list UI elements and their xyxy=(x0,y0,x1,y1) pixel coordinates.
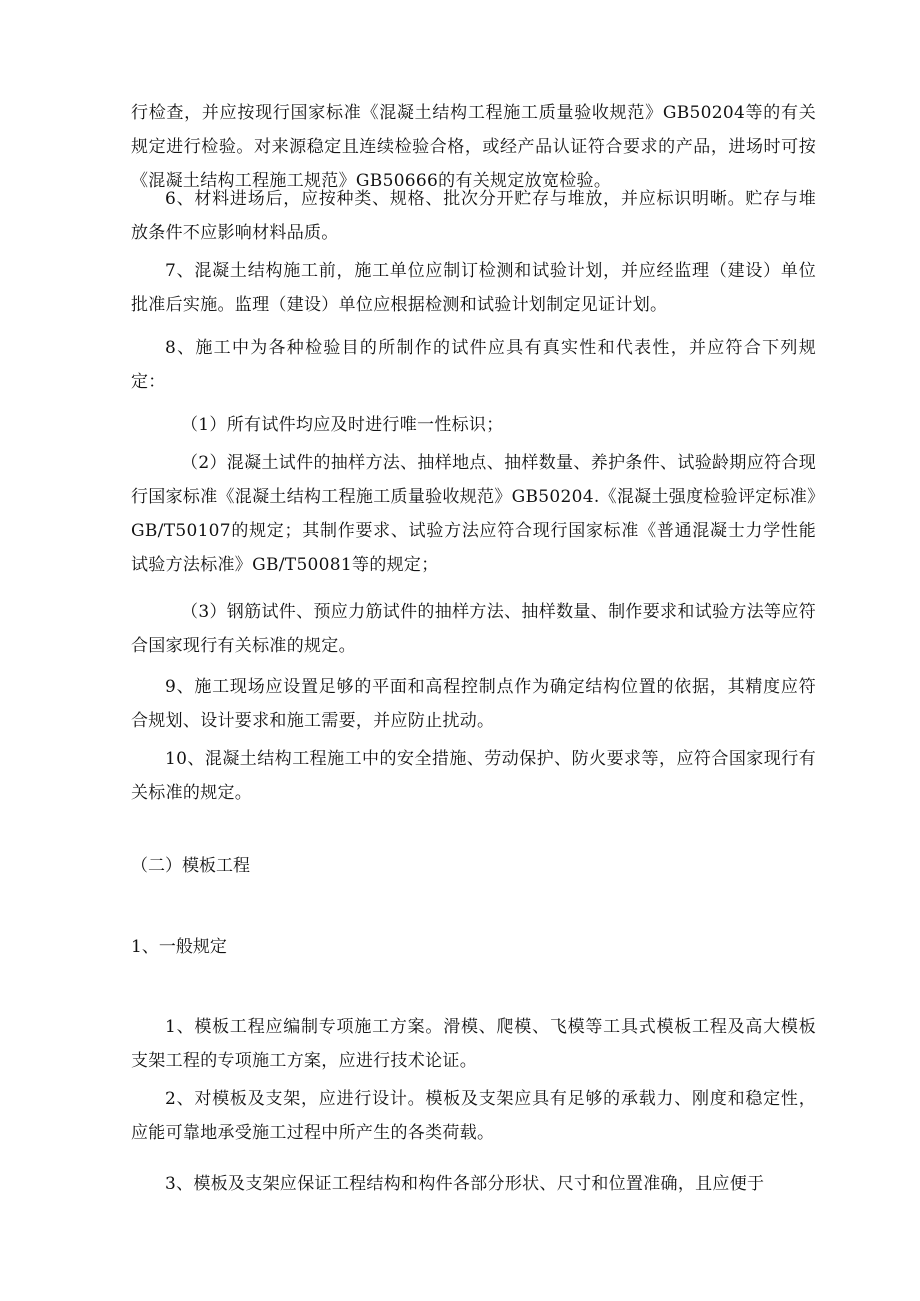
paragraph-item-7: 7、混凝土结构施工前，施工单位应制订检测和试验计划，并应经监理（建设）单位批准后实施。监理（建设）单位应根据检测和试验计划制定见证计划。 xyxy=(131,261,816,315)
paragraph-item-9: 9、施工现场应设置足够的平面和高程控制点作为确定结构位置的依据，其精度应符合规划、设计要求和施工需要，并应防止扰动。 xyxy=(131,677,816,731)
section-heading: （二）模板工程 xyxy=(131,856,250,876)
paragraph-item-10: 10、混凝土结构工程施工中的安全措施、劳动保护、防火要求等，应符合国家现行有关标准的规定。 xyxy=(131,749,816,803)
paragraph-item-6: 6、材料进场后，应按种类、规格、批次分开贮存与堆放，并应标识明晰。贮存与堆放条件不应影响材料品质。 xyxy=(131,189,816,243)
paragraph-continuation: 行检查，并应按现行国家标准《混凝土结构工程施工质量验收规范》GB50204等的有关规定进行检验。对来源稳定且连续检验合格，或经产品认证符合要求的产品，进场时可按《混凝土结构工程施工规范》GB50666的有关规定放宽检验。 xyxy=(131,103,816,191)
paragraph-template-1: 1、模板工程应编制专项施工方案。滑模、爬模、飞模等工具式模板工程及高大模板支架工程的专项施工方案，应进行技术论证。 xyxy=(131,1017,816,1071)
paragraph-sub-2: （2）混凝土试件的抽样方法、抽样地点、抽样数量、养护条件、试验龄期应符合现行国家标准《混凝土结构工程施工质量验收规范》GB50204.《混凝土强度检验评定标准》GB/T50107的规定；其制作要求、试验方法应符合现行国家标准《普通混凝士力学性能试验方法标准》GB/T50081等的规定； xyxy=(131,453,816,575)
paragraph-item-8: 8、施工中为各种检验目的所制作的试件应具有真实性和代表性，并应符合下列规定： xyxy=(131,338,816,392)
paragraph-sub-1: （1）所有试件均应及时进行唯一性标识； xyxy=(181,415,504,435)
subsection-heading: 1、一般规定 xyxy=(131,937,227,957)
paragraph-template-2: 2、对模板及支架，应进行设计。模板及支架应具有足够的承载力、刚度和稳定性，应能可靠地承受施工过程中所产生的各类荷载。 xyxy=(131,1089,816,1143)
paragraph-template-3: 3、模板及支架应保证工程结构和构件各部分形状、尺寸和位置准确，且应便于 xyxy=(165,1174,765,1194)
paragraph-sub-3: （3）钢筋试件、预应力筋试件的抽样方法、抽样数量、制作要求和试验方法等应符合国家现行有关标准的规定。 xyxy=(131,602,816,656)
